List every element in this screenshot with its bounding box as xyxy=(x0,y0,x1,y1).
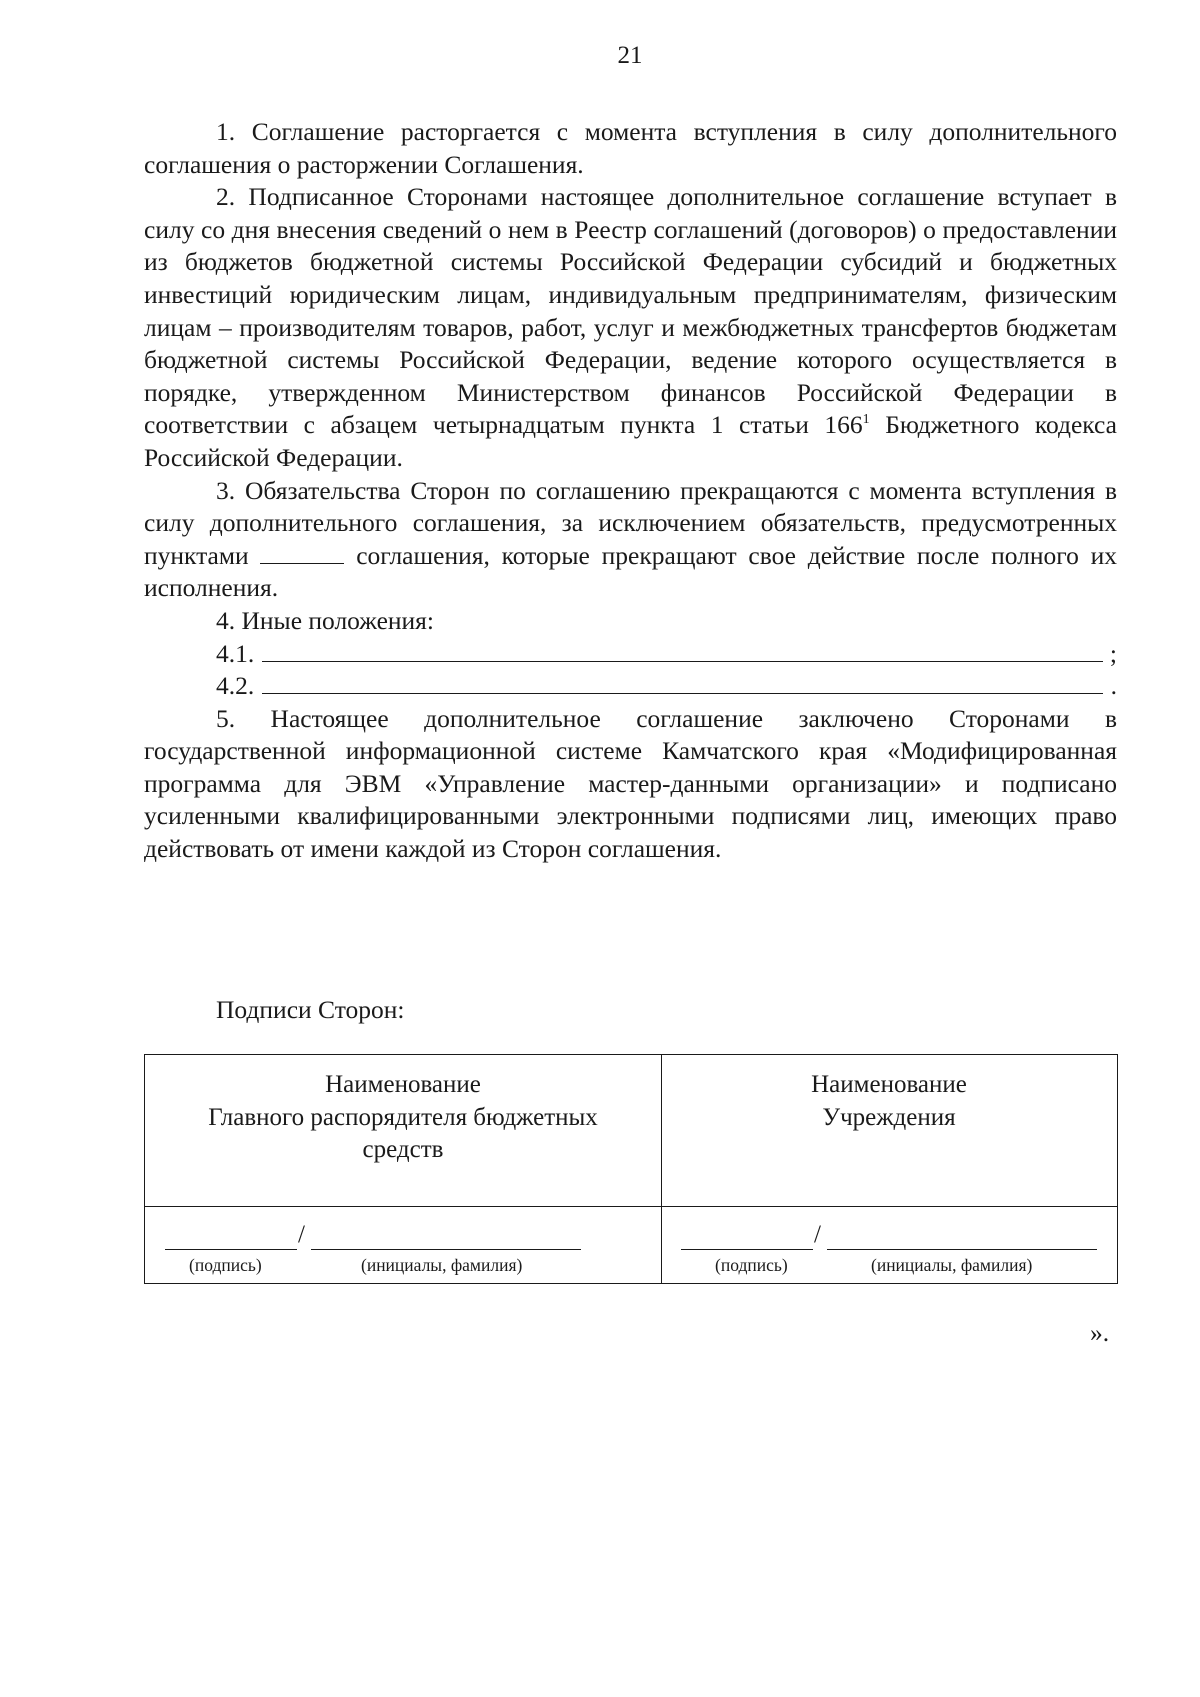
paragraph-3 xyxy=(144,475,1117,605)
left-signature-caption: (подпись) xyxy=(189,1255,262,1275)
table-row-divider xyxy=(145,1206,1117,1207)
right-name-caption: (инициалы, фамилия) xyxy=(871,1255,1033,1275)
item-4-2-label: 4.2. xyxy=(216,671,255,701)
right-party-line-1: Наименование xyxy=(811,1071,967,1098)
left-signature-slash: / xyxy=(298,1221,305,1248)
item-4-1-blank-field[interactable] xyxy=(262,639,1103,662)
paragraph-4-heading: 4. Иные положения: xyxy=(216,605,434,635)
paragraph-1: 1. Соглашение расторгается с момента вступления в силу дополнительного соглашения о расторжении Соглашения. xyxy=(144,117,1117,179)
paragraph-2 xyxy=(144,181,1117,474)
paragraph-5: 5. Настоящее дополнительное соглашение заключено Сторонами в государственной информационной системе Камчатского края «Модифицированная программа для ЭВМ «Управление мастер-данными организации» и подписано усиленными квалифицированными электронными подписями лиц, имеющих право действовать от имени каждой из Сторон соглашения. xyxy=(144,703,1117,864)
left-party-line-2: Главного распорядителя бюджетных xyxy=(208,1103,598,1131)
paragraph-3-text: 3. Обязательства Сторон по соглашению прекращаются с момента вступления в силу дополнительного соглашения, за исключением обязательств, предусмотренных пунктами xyxy=(144,475,1117,570)
left-signature-block xyxy=(165,1221,645,1281)
items-blank-field[interactable] xyxy=(260,541,344,564)
document-body xyxy=(144,116,1117,866)
left-name-caption: (инициалы, фамилия) xyxy=(361,1255,523,1275)
item-4-2 xyxy=(144,670,1117,703)
paragraph-2-text: 2. Подписанное Сторонами настоящее дополнительное соглашение вступает в силу со дня внесения сведений о нем в Реестр соглашений (договоров) о предоставлении из бюджетов бюджетной системы Российской Федерации субсидий и бюджетных инвестиций юридическим лицам, индивидуальным предпринимателям, физическим лицам – производителям товаров, работ, услуг и межбюджетных трансфертов бюджетам бюджетной системы Российской Федерации, ведение которого осуществляется в порядке, утвержденном Министерством финансов Российской Федерации в соответствии с абзацем четырнадцатым пункта 1 статьи 166 xyxy=(144,182,1117,440)
left-party-line-1: Наименование xyxy=(325,1071,481,1098)
item-4-1-end: ; xyxy=(1109,638,1117,668)
signatures-label: Подписи Сторон: xyxy=(216,995,405,1024)
paragraph-2-tail: Бюджетного кодекса Российской Федерации. xyxy=(144,410,1117,472)
left-party-name xyxy=(145,1069,661,1167)
item-4-2-blank-field[interactable] xyxy=(262,671,1103,694)
left-signature-field[interactable] xyxy=(165,1221,297,1250)
page-number: 21 xyxy=(617,42,643,69)
right-signature-field[interactable] xyxy=(681,1221,813,1250)
item-4-1-label: 4.1. xyxy=(216,638,255,668)
closing-quote-mark: ». xyxy=(1090,1318,1110,1347)
right-signature-caption: (подпись) xyxy=(715,1255,788,1275)
right-name-field[interactable] xyxy=(827,1221,1097,1250)
superscript-marker: 1 xyxy=(862,412,870,428)
item-4-2-end: . xyxy=(1110,671,1117,701)
right-signature-slash: / xyxy=(814,1221,821,1248)
paragraph-3-tail: соглашения, которые прекращают свое действие после полного их исполнения. xyxy=(144,540,1118,603)
signature-table xyxy=(144,1054,1118,1284)
left-party-line-3: средств xyxy=(362,1136,444,1164)
right-signature-block xyxy=(681,1221,1101,1281)
item-4-1 xyxy=(144,638,1117,671)
right-party-line-2: Учреждения xyxy=(822,1103,956,1131)
left-name-field[interactable] xyxy=(311,1221,581,1250)
right-party-name xyxy=(661,1069,1117,1134)
